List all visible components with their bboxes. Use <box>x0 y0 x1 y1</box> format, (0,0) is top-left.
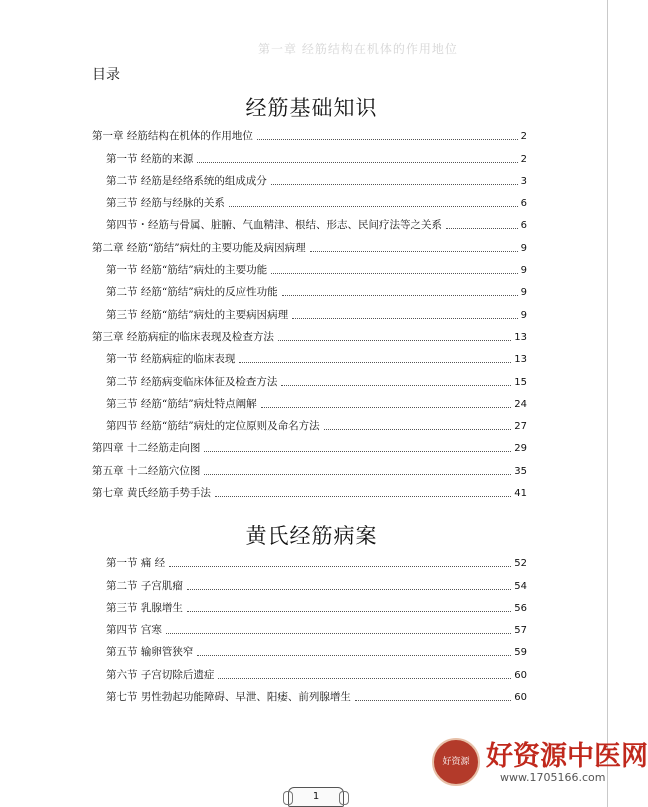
toc-leader-dots <box>169 566 511 567</box>
toc-entry-label: 第三节 经筋与经脉的关系 <box>106 197 225 210</box>
toc-leader-dots <box>355 700 511 701</box>
toc-leader-dots <box>215 496 511 497</box>
toc-leader-dots <box>310 251 518 252</box>
toc-entry-label: 第三节 乳腺增生 <box>106 601 183 614</box>
toc-entry-page: 57 <box>514 625 527 637</box>
toc-entry-label: 第四节 经筋“筋结”病灶的定位原则及命名方法 <box>106 420 320 433</box>
toc-entry-page: 27 <box>514 421 527 433</box>
toc-entry-section[interactable] <box>0 659 527 681</box>
toc-entry-chapter[interactable] <box>0 455 527 477</box>
toc-leader-dots <box>229 206 518 207</box>
toc-entry-page: 13 <box>514 354 527 366</box>
toc-entry-page: 9 <box>520 309 527 321</box>
toc-entry-section[interactable] <box>0 570 527 592</box>
toc-entry-page: 29 <box>514 443 527 455</box>
toc-entry-section[interactable] <box>0 255 527 277</box>
toc-entry-section[interactable] <box>0 143 527 165</box>
toc-entry-page: 56 <box>514 602 527 614</box>
toc-entry-page: 13 <box>514 331 527 343</box>
toc-leader-dots <box>197 655 511 656</box>
toc-entry-page: 9 <box>520 242 527 254</box>
toc-label: 目录 <box>92 67 120 83</box>
toc-entry-page: 2 <box>520 153 527 165</box>
toc-leader-dots <box>278 340 511 341</box>
toc-entry-section[interactable] <box>0 615 527 637</box>
toc-entry-page: 59 <box>514 647 527 659</box>
toc-leader-dots <box>446 228 518 229</box>
toc-entry-page: 41 <box>514 488 527 500</box>
toc-leader-dots <box>204 451 511 452</box>
toc-entry-page: 52 <box>514 558 527 570</box>
toc-entry-page: 54 <box>514 580 527 592</box>
toc-entry-section[interactable] <box>0 299 527 321</box>
toc-entry-label: 第四节・经筋与骨属、脏腑、气血精津、根结、形志、民间疗法等之关系 <box>106 219 442 232</box>
toc-entry-page: 60 <box>514 669 527 681</box>
toc-entry-section[interactable] <box>0 188 527 210</box>
toc-leader-dots <box>271 273 518 274</box>
toc-leader-dots <box>239 362 511 363</box>
toc-entry-page: 24 <box>514 398 527 410</box>
toc-entry-label: 第六节 子宫切除后遗症 <box>106 668 215 681</box>
toc-entry-section[interactable] <box>0 210 527 232</box>
watermark-seal-text: 好资源 <box>442 756 470 767</box>
toc-entry-label: 第二节 经筋“筋结”病灶的反应性功能 <box>106 286 278 299</box>
part1-title: 经筋基础知识 <box>245 96 378 120</box>
toc-entry-label: 第三节 经筋“筋结”病灶的主要病因病理 <box>106 308 289 321</box>
toc-leader-dots <box>282 295 518 296</box>
toc-entry-label: 第七章 黄氏经筋手势手法 <box>92 487 211 500</box>
toc-entry-section[interactable] <box>0 366 527 388</box>
part2-toc-list <box>0 548 623 704</box>
toc-entry-label: 第三章 经筋病症的临床表现及检查方法 <box>92 330 274 343</box>
toc-leader-dots <box>324 429 512 430</box>
toc-entry-chapter[interactable] <box>0 322 527 344</box>
toc-leader-dots <box>197 162 517 163</box>
toc-entry-page: 60 <box>514 692 527 704</box>
toc-entry-page: 9 <box>520 265 527 277</box>
toc-entry-label: 第一节 经筋病症的临床表现 <box>106 353 236 366</box>
toc-entry-label: 第二节 子宫肌瘤 <box>106 579 183 592</box>
toc-entry-section[interactable] <box>0 277 527 299</box>
watermark-seal <box>432 738 480 786</box>
toc-entry-section[interactable] <box>0 389 527 411</box>
toc-leader-dots <box>204 474 511 475</box>
toc-leader-dots <box>187 589 511 590</box>
toc-entry-section[interactable] <box>0 637 527 659</box>
toc-entry-chapter[interactable] <box>0 478 527 500</box>
toc-entry-label: 第五节 输卵管狭窄 <box>106 646 194 659</box>
toc-entry-section[interactable] <box>0 593 527 615</box>
toc-entry-chapter[interactable] <box>0 232 527 254</box>
toc-entry-page: 6 <box>520 220 527 232</box>
toc-entry-label: 第一节 经筋的来源 <box>106 152 194 165</box>
page-number: 1 <box>288 787 344 807</box>
toc-entry-label: 第二章 经筋“筋结”病灶的主要功能及病因病理 <box>92 241 306 254</box>
toc-entry-label: 第七节 男性勃起功能障碍、早泄、阳痿、前列腺增生 <box>106 691 351 704</box>
toc-entry-label: 第二节 经筋是经络系统的组成成分 <box>106 174 267 187</box>
toc-entry-label: 第五章 十二经筋穴位图 <box>92 464 201 477</box>
toc-entry-section[interactable] <box>0 682 527 704</box>
toc-entry-page: 2 <box>520 131 527 143</box>
toc-entry-label: 第一节 经筋“筋结”病灶的主要功能 <box>106 264 268 277</box>
toc-leader-dots <box>218 678 511 679</box>
toc-leader-dots <box>257 139 518 140</box>
toc-entry-label: 第一节 痛 经 <box>106 557 166 570</box>
toc-entry-label: 第三节 经筋“筋结”病灶特点阐解 <box>106 397 257 410</box>
toc-leader-dots <box>271 184 518 185</box>
toc-entry-page: 35 <box>514 465 527 477</box>
watermark-url: www.1705166.com <box>500 771 606 784</box>
toc-entry-page: 6 <box>520 198 527 210</box>
toc-entry-section[interactable] <box>0 344 527 366</box>
bleed-through-header: 第一章 经筋结构在机体的作用地位 <box>258 42 458 56</box>
toc-entry-label: 第二节 经筋病变临床体征及检查方法 <box>106 375 278 388</box>
toc-entry-label: 第四章 十二经筋走向图 <box>92 442 201 455</box>
toc-entry-page: 15 <box>514 376 527 388</box>
toc-leader-dots <box>261 407 512 408</box>
toc-leader-dots <box>187 611 511 612</box>
toc-entry-label: 第一章 经筋结构在机体的作用地位 <box>92 130 253 143</box>
toc-entry-section[interactable] <box>0 411 527 433</box>
toc-entry-section[interactable] <box>0 166 527 188</box>
toc-leader-dots <box>281 385 511 386</box>
toc-entry-chapter[interactable] <box>0 121 527 143</box>
watermark-brand: 好资源中医网 <box>486 741 648 772</box>
toc-leader-dots <box>292 318 518 319</box>
toc-entry-section[interactable] <box>0 548 527 570</box>
toc-entry-page: 3 <box>520 175 527 187</box>
toc-leader-dots <box>166 633 511 634</box>
part2-title: 黄氏经筋病案 <box>245 524 378 548</box>
toc-entry-label: 第四节 宫寒 <box>106 624 162 637</box>
toc-entry-page: 9 <box>520 287 527 299</box>
toc-entry-chapter[interactable] <box>0 433 527 455</box>
part1-toc-list <box>0 121 623 500</box>
